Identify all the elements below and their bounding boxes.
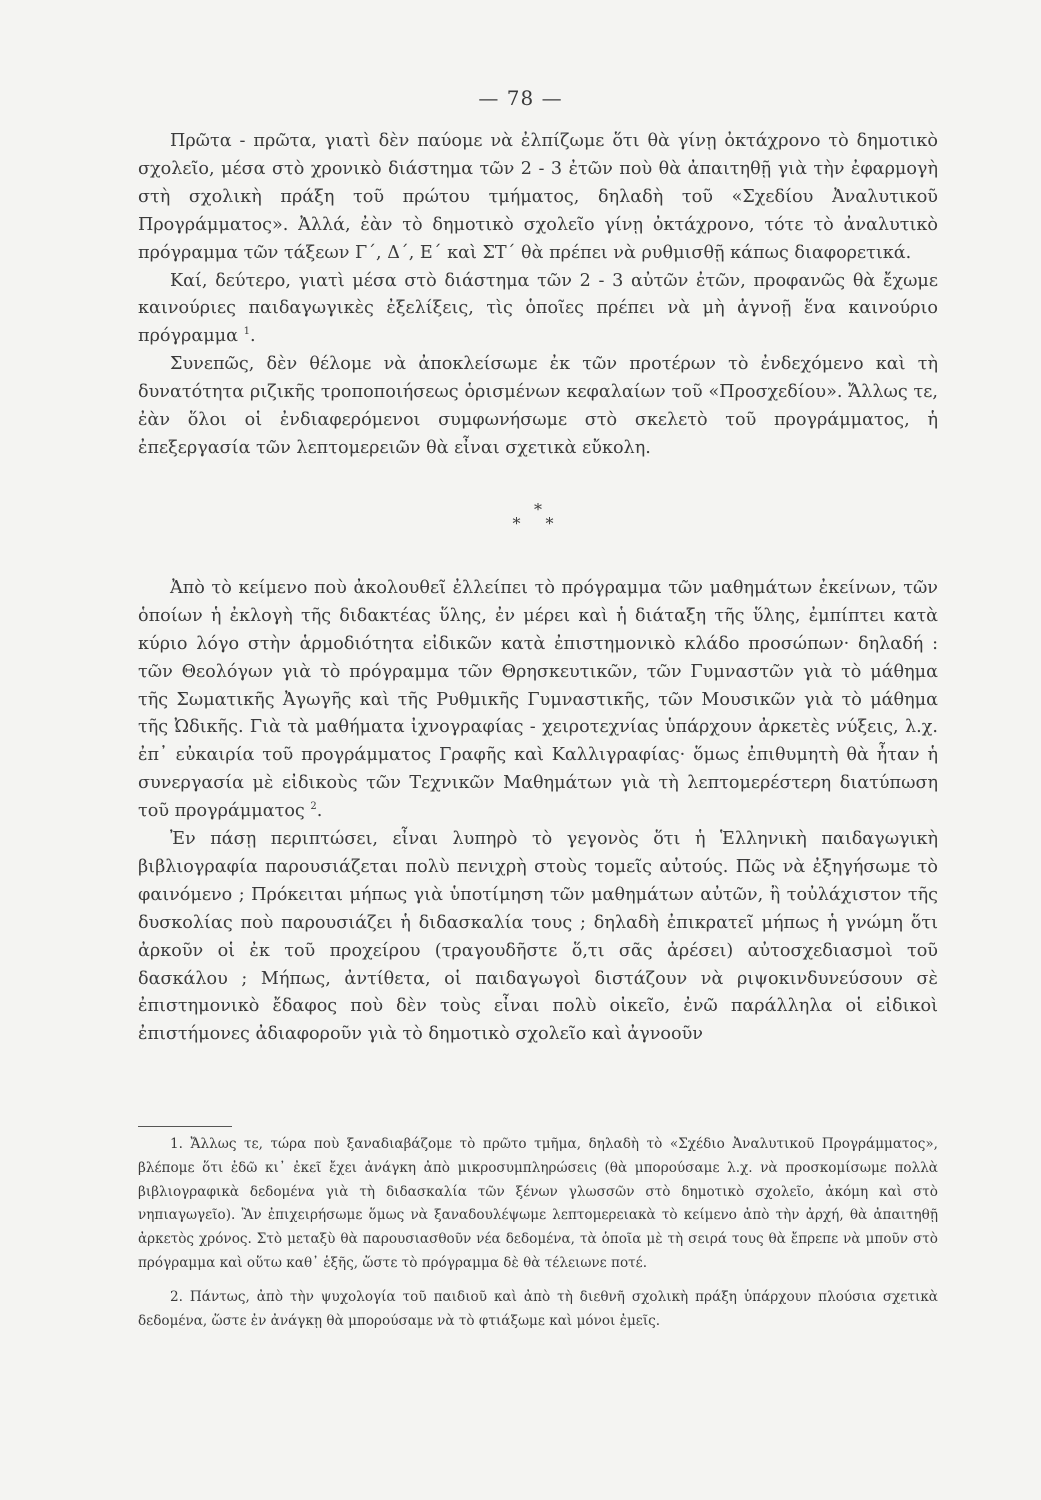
separator-star-top: * xyxy=(534,499,542,519)
paragraph-5 xyxy=(138,826,938,1049)
paragraph-1 xyxy=(138,128,938,268)
paragraph-tail: . xyxy=(316,801,323,822)
footnote-rule xyxy=(138,1126,232,1127)
footnote-1: 1. Ἄλλως τε, τώρα ποὺ ξαναδιαβάζομε τὸ πρῶτο τμῆμα, δηλαδὴ τὸ «Σχέδιο Ἀναλυτικοῦ Προγράμματος», βλέπομε ὅτι ἐδῶ κι᾽ ἐκεῖ ἔχει ἀνάγκη ἀπὸ μικροσυμπληρώσεις (θὰ μπορούσαμε λ.χ. νὰ προσκομίσωμε πολλὰ βιβλιογραφικὰ δεδομένα γιὰ τὴ διδασκαλία τῶν ξένων γλωσσῶν στὸ δημοτικὸ σχολεῖο, ἀκόμη καὶ στὸ νηπιαγωγεῖο). Ἂν ἐπιχειρήσωμε ὅμως νὰ ξαναδουλέψωμε λεπτομερειακὰ τὸ κείμενο ἀπὸ τὴν ἀρχή, θὰ ἀπαιτηθῇ ἀρκετὸς χρόνος. Στὸ μεταξὺ θὰ παρουσιασθοῦν νέα δεδομένα, τὰ ὁποῖα μὲ τὴ σειρά τους θὰ ἔπρεπε νὰ μποῦν στὸ πρόγραμμα καὶ οὕτω καθ᾽ ἑξῆς, ὥστε τὸ πρόγραμμα δὲ θὰ τέλειωνε ποτέ. xyxy=(138,1136,938,1271)
paragraph-4 xyxy=(138,575,938,826)
paragraph-text: Συνεπῶς, δὲν θέλομε νὰ ἀποκλείσωμε ἐκ τῶν προτέρων τὸ ἐνδεχόμενο καὶ τὴ δυνατότητα ριζικῆς τροποποιήσεως ὁρισμένων κεφαλαίων τοῦ «Προσχεδίου». Ἄλλως τε, ἐὰν ὅλοι οἱ ἐνδιαφερόμενοι συμφωνήσωμε στὸ σκελετὸ τοῦ προγράμματος, ἡ ἐπεξεργασία τῶν λεπτομερειῶν θὰ εἶναι σχετικὰ εὔκολη. xyxy=(138,354,938,458)
paragraph-2 xyxy=(138,268,938,352)
paragraph-tail: . xyxy=(249,326,256,347)
separator-stars-bottom: * * xyxy=(512,513,564,533)
section-separator xyxy=(138,499,938,545)
footnote-2: 2. Πάντως, ἀπὸ τὴν ψυχολογία τοῦ παιδιοῦ καὶ ἀπὸ τὴ διεθνῆ σχολικὴ πράξη ὑπάρχουν πλούσια σχετικὰ δεδομένα, ὥστε ἐν ἀνάγκῃ θὰ μπορούσαμε νὰ τὸ φτιάξωμε καὶ μόνοι ἐμεῖς. xyxy=(138,1288,938,1329)
footnote-ref-1: 1 xyxy=(243,326,250,338)
paragraph-text: Καί, δεύτερο, γιατὶ μέσα στὸ διάστημα τῶν 2 - 3 αὐτῶν ἐτῶν, προφανῶς θὰ ἔχωμε καινούριες παιδαγωγικὲς ἐξελίξεις, τὶς ὁποῖες πρέπει νὰ μὴ ἀγνοῇ ἕνα καινούριο πρόγραμμα xyxy=(138,270,938,347)
footnote-ref-2: 2 xyxy=(310,801,317,813)
main-text xyxy=(138,128,938,1049)
footnotes xyxy=(138,1133,938,1333)
paragraph-text: Ἐν πάσῃ περιπτώσει, εἶναι λυπηρὸ τὸ γεγονὸς ὅτι ἡ Ἑλληνικὴ παιδαγωγικὴ βιβλιογραφία παρουσιάζεται πολὺ πενιχρὴ στοὺς τομεῖς αὐτούς. Πῶς νὰ ἐξηγήσωμε τὸ φαινόμενο ; Πρόκειται μήπως γιὰ ὑποτίμηση τῶν μαθημάτων αὐτῶν, ἢ τοὐλάχιστον τῆς δυσκολίας ποὺ παρουσιάζει ἡ διδασκαλία τους ; δηλαδὴ ἐπικρατεῖ μήπως ἡ γνώμη ὅτι ἀρκοῦν οἱ ἐκ τοῦ προχείρου (τραγουδῆστε ὅ,τι σᾶς ἀρέσει) αὐτοσχεδιασμοὶ τοῦ δασκάλου ; Μήπως, ἀντίθετα, οἱ παιδαγωγοὶ διστάζουν νὰ ριψοκινδυνεύσουν σὲ ἐπιστημονικὸ ἔδαφος ποὺ δὲν τοὺς εἶναι πολὺ οἰκεῖο, ἐνῶ παράλληλα οἱ εἰδικοὶ ἐπιστήμονες ἀδιαφοροῦν γιὰ τὸ δημοτικὸ σχολεῖο καὶ ἀγνοοῦν xyxy=(138,829,938,1045)
paragraph-text: Πρῶτα - πρῶτα, γιατὶ δὲν παύομε νὰ ἐλπίζωμε ὅτι θὰ γίνῃ ὀκτάχρονο τὸ δημοτικὸ σχολεῖο, μέσα στὸ χρονικὸ διάστημα τῶν 2 - 3 ἐτῶν ποὺ θὰ ἀπαιτηθῇ γιὰ τὴν ἐφαρμογὴ στὴ σχολικὴ πράξη τοῦ πρώτου τμήματος, δηλαδὴ τοῦ «Σχεδίου Ἀναλυτικοῦ Προγράμματος». Ἀλλά, ἐὰν τὸ δημοτικὸ σχολεῖο γίνῃ ὀκτάχρονο, τότε τὸ ἀναλυτικὸ πρόγραμμα τῶν τάξεων Γ΄, Δ΄, Ε΄ καὶ ΣΤ΄ θὰ πρέπει νὰ ρυθμισθῇ κάπως διαφορετικά. xyxy=(138,131,938,263)
page-number: — 78 — xyxy=(478,86,563,110)
paragraph-text: Ἀπὸ τὸ κείμενο ποὺ ἀκολουθεῖ ἐλλείπει τὸ πρόγραμμα τῶν μαθημάτων ἐκείνων, τῶν ὁποίων ἡ ἐκλογὴ τῆς διδακτέας ὕλης, ἐν μέρει καὶ ἡ διάταξη τῆς ὕλης, ἐμπίπτει κατὰ κύριο λόγο στὴν ἁρμοδιότητα εἰδικῶν κατὰ ἐπιστημονικὸ κλάδο προσώπων· δηλαδή : τῶν Θεολόγων γιὰ τὸ πρόγραμμα τῶν Θρησκευτικῶν, τῶν Γυμναστῶν γιὰ τὸ μάθημα τῆς Σωματικῆς Ἀγωγῆς καὶ τῆς Ρυθμικῆς Γυμναστικῆς, τῶν Μουσικῶν γιὰ τὸ μάθημα τῆς Ὠδικῆς. Γιὰ τὰ μαθήματα ἰχνογραφίας - χειροτεχνίας ὑπάρχουν ἀρκετὲς νύξεις, λ.χ. ἐπ᾽ εὐκαιρία τοῦ προγράμματος Γραφῆς καὶ Καλλιγραφίας· ὅμως ἐπιθυμητὴ θὰ ἦταν ἡ συνεργασία μὲ εἰδικοὺς τῶν Τεχνικῶν Μαθημάτων γιὰ τὴ λεπτομερέστερη διατύπωση τοῦ προγράμματος xyxy=(138,577,938,822)
paragraph-3 xyxy=(138,351,938,463)
